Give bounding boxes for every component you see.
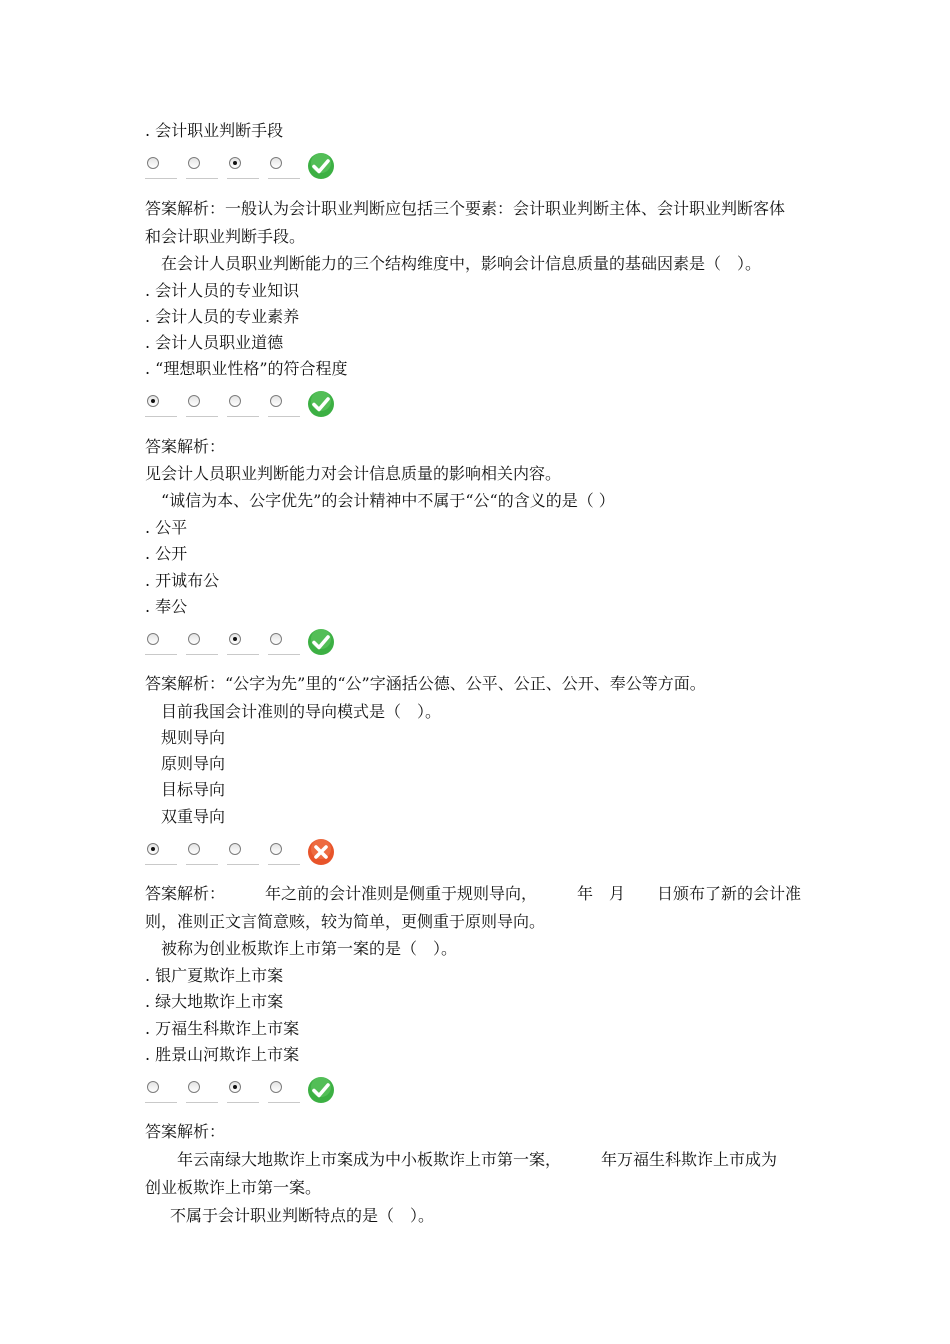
q3-question: “诚信为本、公字优先”的会计精神中不属于“公“的含义的是（ ） [161, 491, 615, 510]
correct-icon [307, 1076, 335, 1104]
q5-question: 被称为创业板欺诈上市第一案的是（ ）。 [161, 939, 458, 958]
q5-option-d[interactable]: . 胜景山河欺诈上市案 [145, 1045, 300, 1064]
q3-radio-d[interactable] [270, 633, 282, 645]
q1-analysis-line-2: 和会计职业判断手段。 [145, 227, 306, 246]
q5-radio-d[interactable] [270, 1081, 282, 1093]
q1-radio-c[interactable] [229, 157, 241, 169]
q4-radio-b[interactable] [188, 843, 200, 855]
q4-option-c[interactable]: 目标导向 [161, 780, 226, 799]
wrong-icon [307, 838, 335, 866]
q1-radio-b[interactable] [188, 157, 200, 169]
q2-analysis-line-1: 答案解析： [145, 437, 226, 456]
q2-radio-c[interactable] [229, 395, 241, 407]
q2-analysis-line-2: 见会计人员职业判断能力对会计信息质量的影响相关内容。 [145, 464, 562, 483]
q5-analysis-line-1: 答案解析： [145, 1122, 226, 1141]
q4-radio-a[interactable] [147, 843, 159, 855]
q3-option-d[interactable]: . 奉公 [145, 597, 188, 616]
q2-question: 在会计人员职业判断能力的三个结构维度中，影响会计信息质量的基础因素是（ ）。 [161, 254, 762, 273]
q2-option-c[interactable]: . 会计人员职业道德 [145, 333, 284, 352]
q2-option-d[interactable]: . “理想职业性格”的符合程度 [145, 359, 348, 378]
q5-radio-b[interactable] [188, 1081, 200, 1093]
q4-radio-d[interactable] [270, 843, 282, 855]
q5-analysis-line-2: 年云南绿大地欺诈上市案成为中小板欺诈上市第一案， 年万福生科欺诈上市成为 [145, 1150, 778, 1169]
q3-option-b[interactable]: . 公开 [145, 544, 188, 563]
q5-radio-a[interactable] [147, 1081, 159, 1093]
q1-option-4[interactable]: . 会计职业判断手段 [145, 121, 284, 140]
q2-radio-a[interactable] [147, 395, 159, 407]
q4-option-b[interactable]: 原则导向 [161, 754, 226, 773]
q2-radio-b[interactable] [188, 395, 200, 407]
q3-option-a[interactable]: . 公平 [145, 518, 188, 537]
q4-radio-c[interactable] [229, 843, 241, 855]
q3-analysis-line-1: 答案解析：“公字为先”里的“公”字涵括公德、公平、公正、公开、奉公等方面。 [145, 674, 706, 693]
q5-analysis-line-3: 创业板欺诈上市第一案。 [145, 1178, 322, 1197]
q3-radio-c[interactable] [229, 633, 241, 645]
q5-option-c[interactable]: . 万福生科欺诈上市案 [145, 1019, 300, 1038]
q4-option-a[interactable]: 规则导向 [161, 728, 226, 747]
q3-radio-a[interactable] [147, 633, 159, 645]
q4-analysis-line-2: 则，准则正文言简意赅，较为简单，更侧重于原则导向。 [145, 912, 546, 931]
q2-radio-d[interactable] [270, 395, 282, 407]
correct-icon [307, 628, 335, 656]
q5-option-b[interactable]: . 绿大地欺诈上市案 [145, 992, 284, 1011]
q3-radio-b[interactable] [188, 633, 200, 645]
correct-icon [307, 152, 335, 180]
q1-radio-d[interactable] [270, 157, 282, 169]
q3-option-c[interactable]: . 开诚布公 [145, 571, 220, 590]
q4-option-d[interactable]: 双重导向 [161, 807, 226, 826]
q2-option-b[interactable]: . 会计人员的专业素养 [145, 307, 300, 326]
q4-analysis-line-1: 答案解析： 年之前的会计准则是侧重于规则导向， 年 月 日颁布了新的会计准 [145, 884, 802, 903]
q1-radio-a[interactable] [147, 157, 159, 169]
q5-radio-c[interactable] [229, 1081, 241, 1093]
correct-icon [307, 390, 335, 418]
q4-question: 目前我国会计准则的导向模式是（ ）。 [161, 702, 442, 721]
q2-option-a[interactable]: . 会计人员的专业知识 [145, 281, 300, 300]
q6-question: 不属于会计职业判断特点的是（ ）。 [170, 1206, 435, 1225]
q1-analysis-line-1: 答案解析：一般认为会计职业判断应包括三个要素：会计职业判断主体、会计职业判断客体 [145, 199, 786, 218]
q5-option-a[interactable]: . 银广夏欺诈上市案 [145, 966, 284, 985]
